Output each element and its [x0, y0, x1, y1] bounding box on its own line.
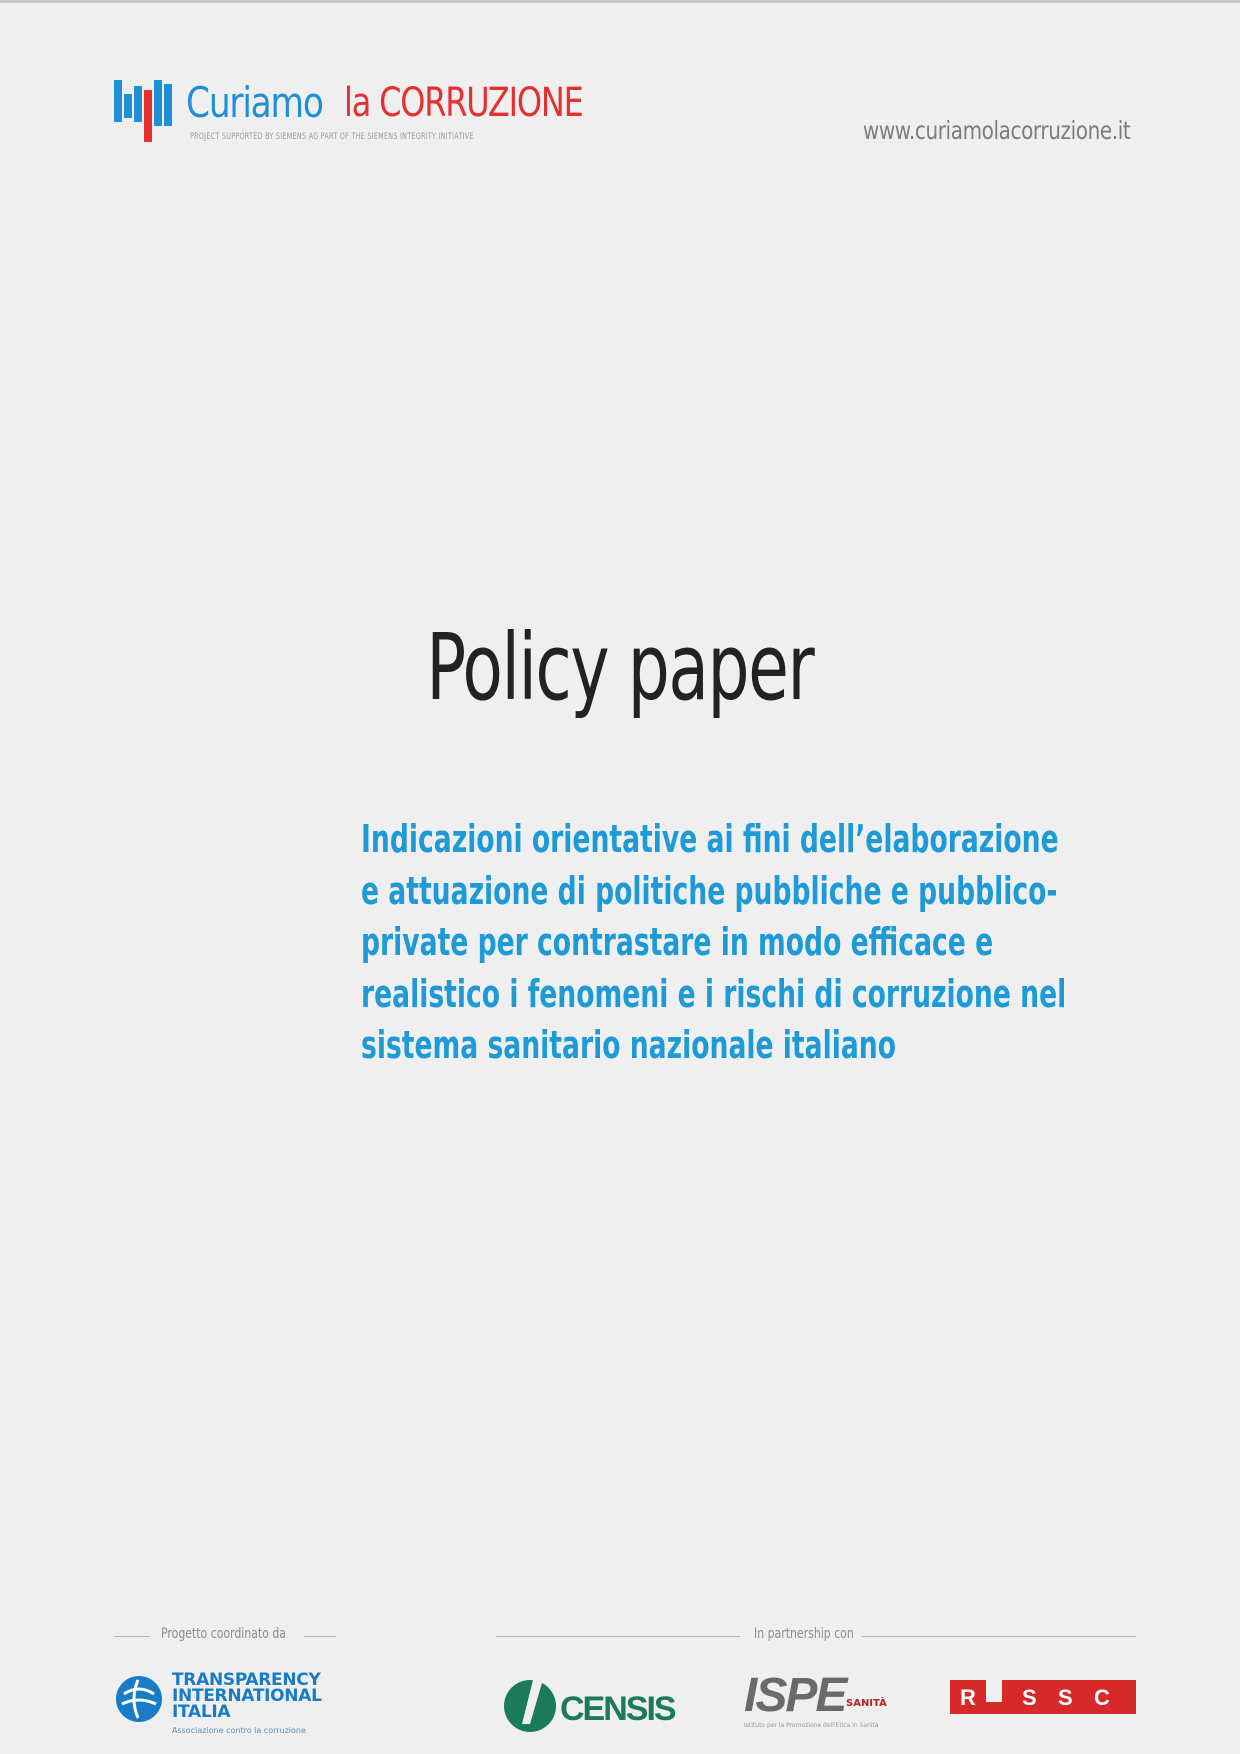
curiamo-logo	[114, 80, 584, 148]
ti-line: ITALIA	[172, 1702, 231, 1722]
rissc-letter: C	[1094, 1685, 1110, 1710]
ti-name	[172, 1672, 322, 1720]
bar-chart-logo-icon	[114, 80, 176, 144]
ispe-name: ISPE	[744, 1669, 846, 1722]
subtitle	[250, 814, 1067, 1072]
rissc-gap	[986, 1680, 1002, 1702]
brand-name	[186, 78, 583, 127]
ti-line: INTERNATIONAL	[172, 1686, 322, 1706]
censis-name: CENSIS	[560, 1690, 675, 1728]
ispe-sanita: SANITÀ	[846, 1698, 887, 1709]
coordinated-label: Progetto coordinato da	[161, 1626, 286, 1642]
ispe-logo	[744, 1670, 894, 1732]
censis-logo	[500, 1672, 680, 1734]
caption-rule	[496, 1636, 740, 1637]
page-title-text: Policy paper	[426, 614, 814, 721]
caption-rule	[304, 1636, 336, 1637]
brand-name-part2: la CORRUZIONE	[344, 80, 583, 126]
caption-rule	[862, 1636, 1136, 1637]
ti-line: TRANSPARENCY	[172, 1670, 321, 1690]
website-url: www.curiamolacorruzione.it	[862, 116, 1130, 145]
brand-tagline: PROJECT SUPPORTED BY SIEMENS AG PART OF THE SIEMENS INTEGRITY INITIATIVE	[190, 132, 474, 142]
transparency-international-logo	[114, 1672, 334, 1738]
subtitle-line: sistema sanitario nazionale italiano	[361, 1023, 896, 1067]
globe-icon	[114, 1674, 164, 1724]
subtitle-line: realistico i fenomeni e i rischi di corruzione nel	[361, 971, 1067, 1016]
page-title	[0, 614, 1240, 721]
rissc-letter: S	[1058, 1685, 1073, 1710]
brand-name-part1: Curiamo	[186, 78, 323, 127]
subtitle-line: Indicazioni orientative ai fini dell’elaborazione	[361, 817, 1059, 861]
rissc-logo	[950, 1680, 1136, 1714]
rissc-mark	[950, 1680, 1136, 1714]
coordinated-caption	[114, 1626, 336, 1646]
rissc-letter: S	[1022, 1685, 1037, 1710]
subtitle-line: private per contrastare in modo efficace e	[361, 920, 994, 964]
censis-mark-icon	[500, 1672, 562, 1734]
ti-subtitle: Associazione contro la corruzione	[172, 1726, 306, 1735]
partnership-caption	[496, 1626, 1136, 1646]
ispe-subtitle: Istituto per la Promozione dell'Etica in Sanità	[744, 1722, 879, 1729]
subtitle-line: e attuazione di politiche pubbliche e pubblico-	[361, 868, 1058, 913]
partnership-label: In partnership con	[754, 1626, 854, 1642]
rissc-letter: R	[960, 1685, 976, 1710]
top-border	[0, 0, 1240, 3]
caption-rule	[114, 1636, 150, 1637]
